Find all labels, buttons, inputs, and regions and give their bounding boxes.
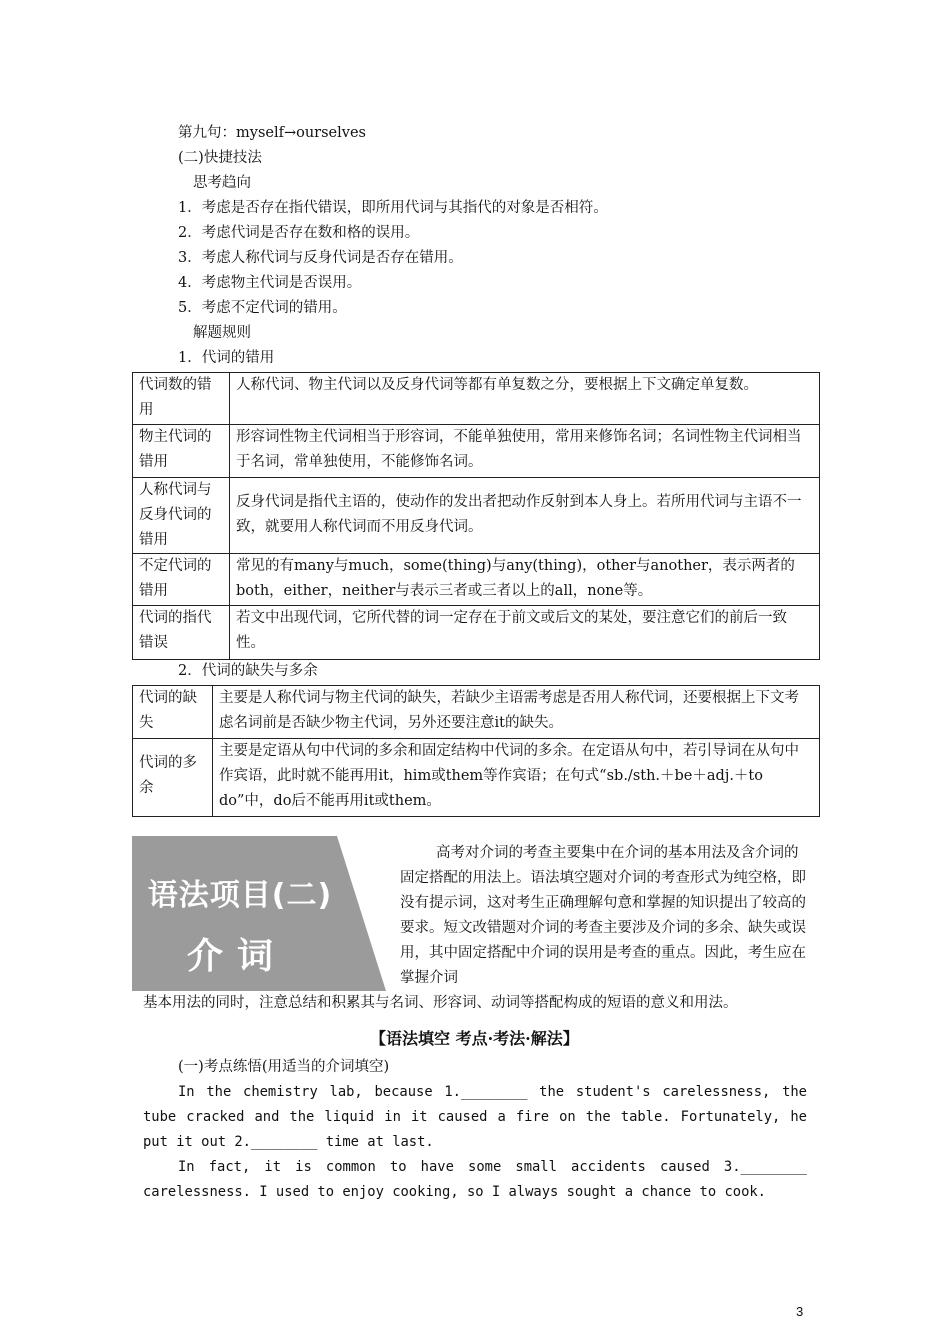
row-text: 常见的有many与much，some(thing)与any(thing)，other与another，表示两者的both，either，neither与表示三者或三者以上的all，none等。 bbox=[230, 554, 820, 606]
row-label: 人称代词与反身代词的错用 bbox=[133, 478, 230, 554]
table-row bbox=[133, 606, 820, 660]
banner-subtitle: 介词 bbox=[186, 936, 287, 977]
section-heading: 【语法填空 考点·考法·解法】 bbox=[370, 1029, 579, 1048]
banner-title: 语法项目(二) bbox=[147, 878, 333, 913]
list-item-2: 2．考虑代词是否存在数和格的误用。 bbox=[178, 225, 420, 241]
row-label: 不定代词的错用 bbox=[133, 554, 230, 606]
list-item-5: 5．考虑不定代词的错用。 bbox=[178, 300, 347, 316]
row-text: 若文中出现代词，它所代替的词一定存在于前文或后文的某处，要注意它们的前后一致性。 bbox=[230, 606, 820, 660]
list-item-3: 3．考虑人称代词与反身代词是否存在错用。 bbox=[178, 250, 463, 266]
table-row bbox=[133, 686, 820, 739]
pronoun-missing-table bbox=[132, 685, 820, 817]
row-label: 代词的指代错误 bbox=[133, 606, 230, 660]
intro-paragraph-continued: 基本用法的同时，注意总结和积累其与名词、形容词、动词等搭配构成的短语的意义和用法。 bbox=[143, 995, 738, 1011]
row-label: 代词的缺失 bbox=[133, 686, 213, 739]
row-text: 形容词性物主代词相当于形容词，不能单独使用，常用来修饰名词；名词性物主代词相当于名词，常单独使用，不能修饰名词。 bbox=[230, 425, 820, 478]
exercise-title: (一)考点练悟(用适当的介词填空) bbox=[178, 1059, 390, 1075]
list-item-1: 1．考虑是否存在指代错误，即所用代词与其指代的对象是否相符。 bbox=[178, 200, 608, 216]
table-row bbox=[133, 425, 820, 478]
list-item-4: 4．考虑物主代词是否误用。 bbox=[178, 275, 362, 291]
row-text: 主要是定语从句中代词的多余和固定结构中代词的多余。在定语从句中，若引导词在从句中作宾语，此时就不能再用it，him或them等作宾语；在句式“sb./sth.＋be＋adj.＋to do”中，do后不能再用it或them。 bbox=[213, 739, 820, 817]
table-row bbox=[133, 478, 820, 554]
page-number: 3 bbox=[796, 1304, 804, 1319]
subheading-rules: 解题规则 bbox=[193, 325, 251, 341]
section-title-shortcut: (二)快捷技法 bbox=[178, 150, 262, 166]
row-text: 主要是人称代词与物主代词的缺失，若缺少主语需考虑是否用人称代词，还要根据上下文考虑名词前是否缺少物主代词，另外还要注意it的缺失。 bbox=[213, 686, 820, 739]
pronoun-misuse-table bbox=[132, 372, 820, 660]
row-label: 物主代词的错用 bbox=[133, 425, 230, 478]
row-label: 代词的多余 bbox=[133, 739, 213, 817]
section-title-missing: 2．代词的缺失与多余 bbox=[178, 663, 318, 679]
row-text: 反身代词是指代主语的，使动作的发出者把动作反射到本人身上。若所用代词与主语不一致，就要用人称代词而不用反身代词。 bbox=[230, 478, 820, 554]
exercise-paragraph-2: In fact, it is common to have some small accidents caused 3.________ carelessness. I used to enjoy cooking, so I always sought a chance to cook. bbox=[143, 1159, 807, 1200]
table-row bbox=[133, 739, 820, 817]
table-row bbox=[133, 554, 820, 606]
row-text: 人称代词、物主代词以及反身代词等都有单复数之分，要根据上下文确定单复数。 bbox=[230, 373, 820, 425]
exercise-paragraph-1: In the chemistry lab, because 1.________ the student's carelessness, the tube cracked and the liquid in it caused a fire on the table. Fortunately, he put it out 2.________ time at last. bbox=[143, 1084, 807, 1150]
section-title-misuse: 1．代词的错用 bbox=[178, 350, 275, 366]
intro-paragraph bbox=[400, 841, 808, 991]
intro-text: 高考对介词的考查主要集中在介词的基本用法及含介词的固定搭配的用法上。语法填空题对介词的考查形式为纯空格，即没有提示词，这对考生正确理解句意和掌握的知识提出了较高的要求。短文改错题对介词的考查主要涉及介词的多余、缺失或误用，其中固定搭配中介词的误用是考查的重点。因此，考生应在掌握介词 bbox=[400, 845, 806, 986]
row-label: 代词数的错用 bbox=[133, 373, 230, 425]
line-sentence-nine: 第九句：myself→ourselves bbox=[178, 125, 366, 141]
subheading-thinking: 思考趋向 bbox=[193, 175, 251, 191]
table-row bbox=[133, 373, 820, 425]
grammar-banner bbox=[132, 836, 386, 991]
